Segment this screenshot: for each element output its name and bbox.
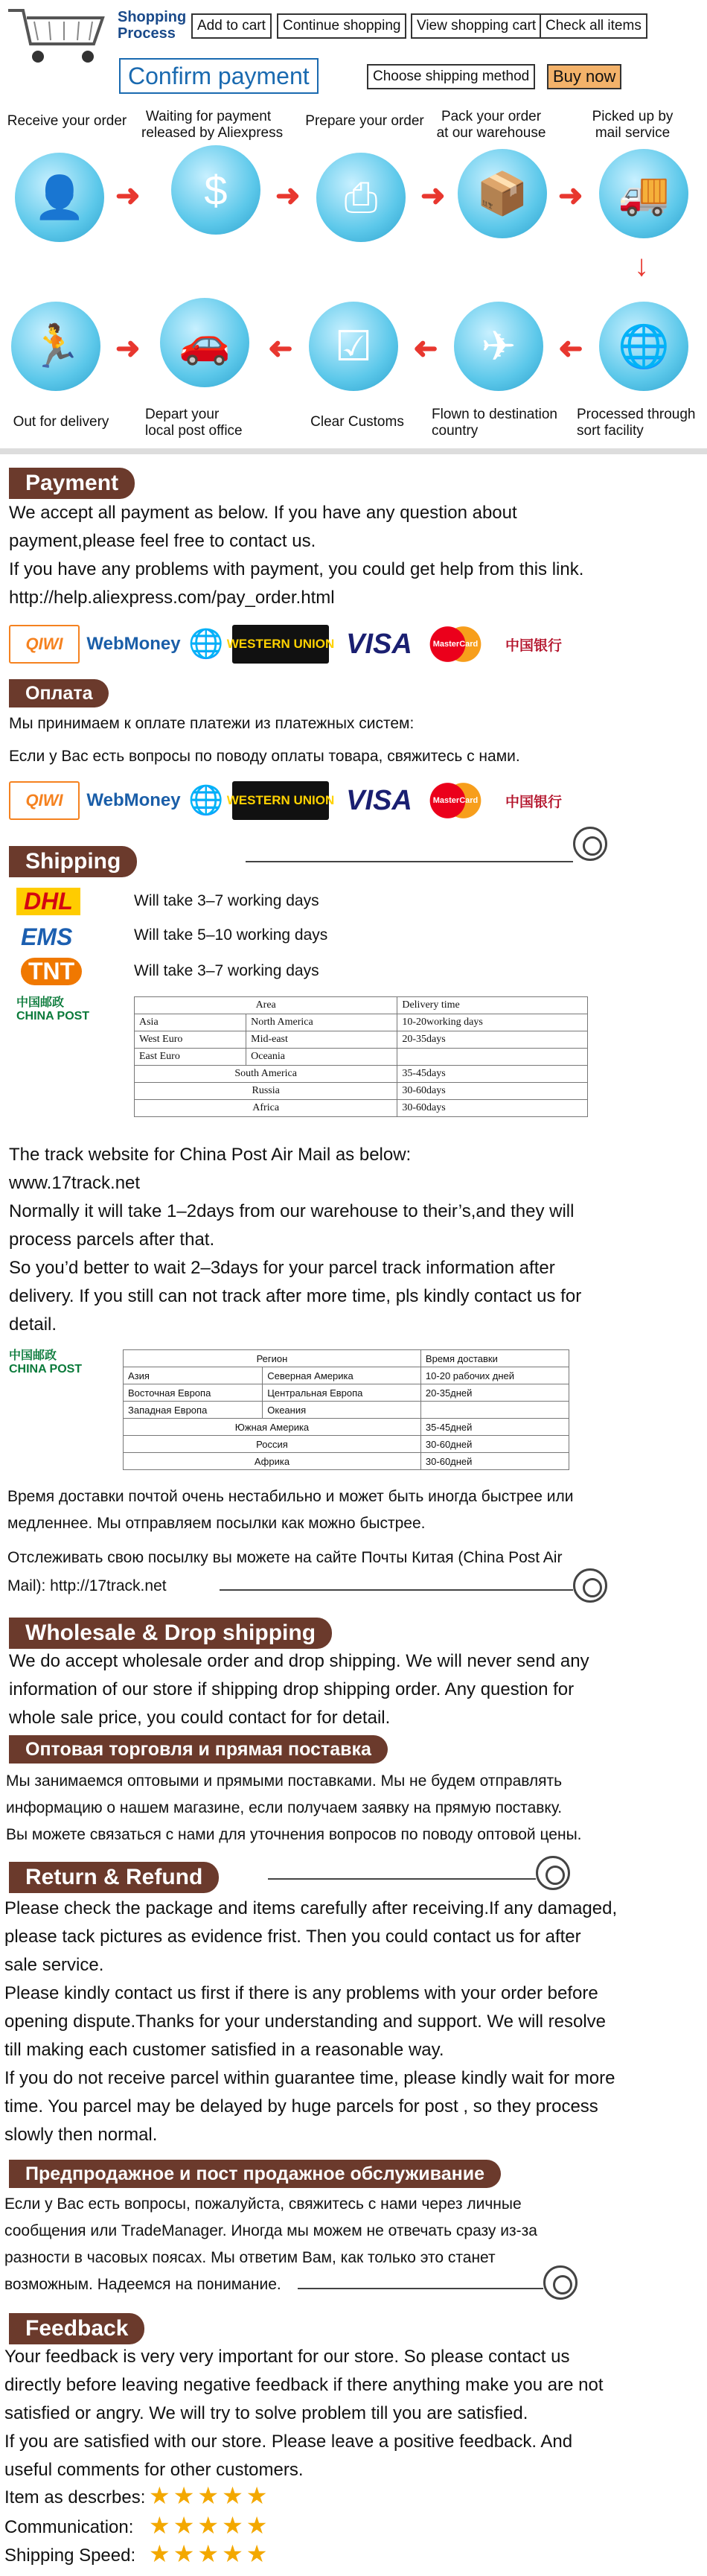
table-header: Delivery time [397,997,588,1014]
table-cell: Восточная Европа [124,1384,263,1402]
swirl-ornament [543,2265,578,2300]
table-cell: 20-35days [397,1031,588,1049]
china-post-logo: 中国邮政 CHINA POST [16,996,90,1023]
flow-label-depart: Depart your local post office [145,407,243,439]
table-cell: 20-35дней [420,1384,569,1402]
visa-logo: VISA [346,628,412,660]
step-check-items[interactable]: Check all items [540,13,647,39]
payment-ru-line: Если у Вас есть вопросы по поводу оплаты товара, свяжитесь с нами. [9,748,520,765]
table-cell: 35-45дней [420,1419,569,1436]
warehouse-worker-icon: 📦 [458,149,547,238]
refund-line: time. You parcel may be delayed by huge parcels for post , so they process [4,2096,598,2117]
refund-ru-line: сообщения или TradeManager. Иногда мы можем не отвечать сразу из-за [4,2222,537,2239]
flow-arrow: ➜ [115,332,141,365]
payment-logos-ru [9,777,578,824]
shipping-line: delivery. If you still can not track after more time, pls kindly contact us for [9,1286,582,1306]
globe-icon: 🌐 [188,785,224,816]
table-cell: South America [135,1066,397,1083]
shipping-ru-line: Время доставки почтой очень нестабильно и может быть иногда быстрее или [7,1488,574,1505]
table-cell: Западная Европа [124,1402,263,1419]
shipping-line: Normally it will take 1–2days from our warehouse to their’s,and they will [9,1201,575,1221]
payment-title: Payment [9,468,135,499]
payment-line: We accept all payment as below. If you have any question about [9,503,517,523]
mail-truck-icon: 🚚 [599,149,688,238]
shipping-ru-line: Отслеживать свою посылку вы можете на сайте Почты Китая (China Post Air [7,1549,563,1566]
step-add-to-cart[interactable]: Add to cart [191,13,272,39]
wholesale-ru-line: информацию о нашем магазине, если получаем заявку на прямую поставку. [6,1799,563,1816]
wholesale-line: We do accept wholesale order and drop shipping. We will never send any [9,1651,589,1671]
table-cell: Южная Америка [124,1419,421,1436]
feedback-line: Your feedback is very very important for our store. So please contact us [4,2347,570,2367]
refund-ru-line: разности в часовых поясах. Мы ответим Вам, как только это станет [4,2249,496,2266]
refund-line: Please check the package and items carefully after receiving.If any damaged, [4,1898,618,1918]
tnt-time: Will take 3–7 working days [134,962,319,979]
swirl-divider [268,1878,536,1880]
refund-ru-title: Предпродажное и пост продажное обслуживание [9,2160,501,2188]
western-union-logo: WESTERN UNION [232,625,329,664]
wholesale-line: information of our store if shipping drop shipping order. Any question for [9,1679,575,1699]
bank-of-china-logo: 中国银行 [505,794,562,810]
step-view-cart[interactable]: View shopping cart [411,13,542,39]
rating-stars-item: ★★★★★ [149,2482,271,2509]
process-label: Shopping Process [118,9,187,42]
table-cell: West Euro [135,1031,246,1049]
flow-label-receive: Receive your order [7,113,127,129]
swirl-ornament [536,1856,570,1890]
refund-line: If you do not receive parcel within guarantee time, please kindly wait for more [4,2068,615,2088]
refund-title: Return & Refund [9,1862,219,1893]
wholesale-title: Wholesale & Drop shipping [9,1618,332,1649]
payment-ru-line: Мы принимаем к оплате платежи из платежных систем: [9,715,415,732]
rating-label-shipping: Shipping Speed: [4,2545,136,2566]
bank-of-china-logo: 中国银行 [505,637,562,654]
flow-divider [0,448,707,454]
feedback-line: useful comments for other customers. [4,2460,304,2480]
buy-now-button[interactable]: Buy now [547,64,621,89]
refund-line: till making each customer satisfied in a reasonable way. [4,2040,444,2060]
table-header: Area [135,997,397,1014]
table-cell: Северная Америка [263,1367,421,1384]
flow-arrow: ➜ [413,332,438,365]
mastercard-logo: MasterCard [429,625,482,664]
refund-ru-line: возможным. Надеемся на понимание. [4,2276,281,2293]
money-bag-icon: $ [171,145,260,235]
shipping-line: The track website for China Post Air Mail as below: [9,1145,412,1165]
table-cell: 30-60days [397,1083,588,1100]
step-continue-shopping[interactable]: Continue shopping [277,13,406,39]
table-cell: 30-60дней [420,1453,569,1470]
table-cell: 30-60days [397,1100,588,1117]
refund-line: please tack pictures as evidence frist. Then you could contact us for after [4,1927,581,1947]
customs-icon: ☑ [309,302,398,391]
delivery-table-ru [123,1349,569,1470]
table-cell: Africa [135,1100,397,1117]
table-cell: Asia [135,1014,246,1031]
mastercard-logo: MasterCard [429,781,482,820]
cart-icon [4,3,109,70]
shipping-line: So you’d better to wait 2–3days for your parcel track information after [9,1258,555,1278]
table-cell: Центральная Европа [263,1384,421,1402]
table-cell [420,1402,569,1419]
refund-ru-line: Если у Вас есть вопросы, пожалуйста, свяжитесь с нами через личные [4,2195,522,2213]
table-cell: Oceania [246,1049,397,1066]
feedback-line: If you are satisfied with our store. Please leave a positive feedback. And [4,2432,573,2452]
table-cell: Океания [263,1402,421,1419]
table-cell: Russia [135,1083,397,1100]
swirl-ornament [573,827,607,861]
table-cell: 35-45days [397,1066,588,1083]
flow-arrow: ➜ [420,179,446,212]
table-cell: North America [246,1014,397,1031]
airplane-icon: ✈ [454,302,543,391]
feedback-line: directly before leaving negative feedback if there anything make you are not [4,2375,604,2395]
webmoney-logo: WebMoney [86,790,181,810]
choose-shipping-button[interactable]: Choose shipping method [367,64,535,89]
shipping-ru-line: медленнее. Мы отправляем посылки как можно быстрее. [7,1515,426,1532]
table-cell: Mid-east [246,1031,397,1049]
table-cell: Африка [124,1453,421,1470]
globe-icon: 🌐 [188,629,224,660]
sort-facility-icon: 🌐 [599,302,688,391]
dhl-logo: DHL [16,888,80,915]
flow-arrow: ➜ [558,332,583,365]
flow-arrow: ➜ [275,179,301,212]
flow-label-processed: Processed through sort facility [577,407,696,439]
table-cell [397,1049,588,1066]
table-cell: Россия [124,1436,421,1453]
visa-logo: VISA [346,784,412,816]
swirl-divider [220,1589,573,1591]
flow-label-out: Out for delivery [13,414,109,430]
car-icon: 🚗 [160,298,249,387]
wholesale-line: whole sale price, you could contact for for detail. [9,1708,391,1728]
table-cell: 30-60дней [420,1436,569,1453]
table-header: Время доставки [420,1350,569,1367]
payment-ru-title: Оплата [9,679,109,707]
rating-stars-communication: ★★★★★ [149,2512,271,2539]
delivery-man-icon: 🏃 [11,302,100,391]
confirm-payment-label[interactable]: Confirm payment [119,58,319,94]
flow-label-customs: Clear Customs [310,414,404,430]
table-cell: 10-20 рабочих дней [420,1367,569,1384]
table-cell: East Euro [135,1049,246,1066]
refund-line: slowly then normal. [4,2125,158,2145]
tnt-logo: TNT [21,958,82,985]
wholesale-ru-title: Оптовая торговля и прямая поставка [9,1735,388,1764]
rating-label-item: Item as descrbes: [4,2487,146,2507]
western-union-logo: WESTERN UNION [232,781,329,820]
shipping-ru-link[interactable]: Mail): http://17track.net [7,1577,167,1594]
shipping-title: Shipping [9,846,137,877]
swirl-divider [246,861,573,862]
table-cell: Азия [124,1367,263,1384]
ems-logo: EMS [21,923,73,950]
shipping-line: detail. [9,1314,57,1335]
refund-line: sale service. [4,1955,104,1975]
flow-arrow: ➜ [115,179,141,212]
payment-link[interactable]: http://help.aliexpress.com/pay_order.html [9,588,335,608]
payment-line: payment,please feel free to contact us. [9,531,316,551]
swirl-ornament [573,1568,607,1603]
payment-line: If you have any problems with payment, you could get help from this link. [9,559,584,579]
shipping-link[interactable]: www.17track.net [9,1173,141,1193]
refund-line: Please kindly contact us first if there is any problems with your order before [4,1983,598,2003]
china-post-logo: 中国邮政 CHINA POST [9,1349,83,1376]
flow-label-picked: Picked up by mail service [592,109,674,141]
rating-label-communication: Communication: [4,2517,134,2537]
flow-label-waiting: Waiting for payment released by Aliexpress [141,109,284,141]
rating-stars-shipping: ★★★★★ [149,2540,271,2567]
qiwi-logo: QIWI [9,625,80,664]
delivery-table [134,996,588,1117]
flow-label-prepare: Prepare your order [305,113,424,129]
webmoney-logo: WebMoney [86,634,181,654]
table-header: Регион [124,1350,421,1367]
ems-time: Will take 5–10 working days [134,926,328,944]
flow-arrow: ➜ [268,332,293,365]
flow-label-flown: Flown to destination country [432,407,557,439]
flow-arrow-down: ↓ [634,249,649,282]
receive-order-icon: 👤 [15,153,104,242]
feedback-line: satisfied or angry. We will try to solve problem till you are satisfied. [4,2403,528,2423]
shipping-line: process parcels after that. [9,1230,215,1250]
feedback-title: Feedback [9,2313,144,2344]
swirl-divider [298,2288,543,2289]
table-cell: 10-20working days [397,1014,588,1031]
dhl-time: Will take 3–7 working days [134,892,319,909]
refund-line: opening dispute.Thanks for your understanding and support. We will resolve [4,2011,607,2032]
printer-icon: ⎙ [316,153,406,242]
payment-logos [9,621,578,667]
wholesale-ru-line: Мы занимаемся оптовыми и прямыми поставками. Мы не будем отправлять [6,1772,563,1790]
qiwi-logo: QIWI [9,781,80,820]
flow-arrow: ➜ [558,179,583,212]
flow-label-pack: Pack your order at our warehouse [436,109,546,141]
wholesale-ru-line: Вы можете связаться с нами для уточнения вопросов по поводу оптовой цены. [6,1826,582,1843]
